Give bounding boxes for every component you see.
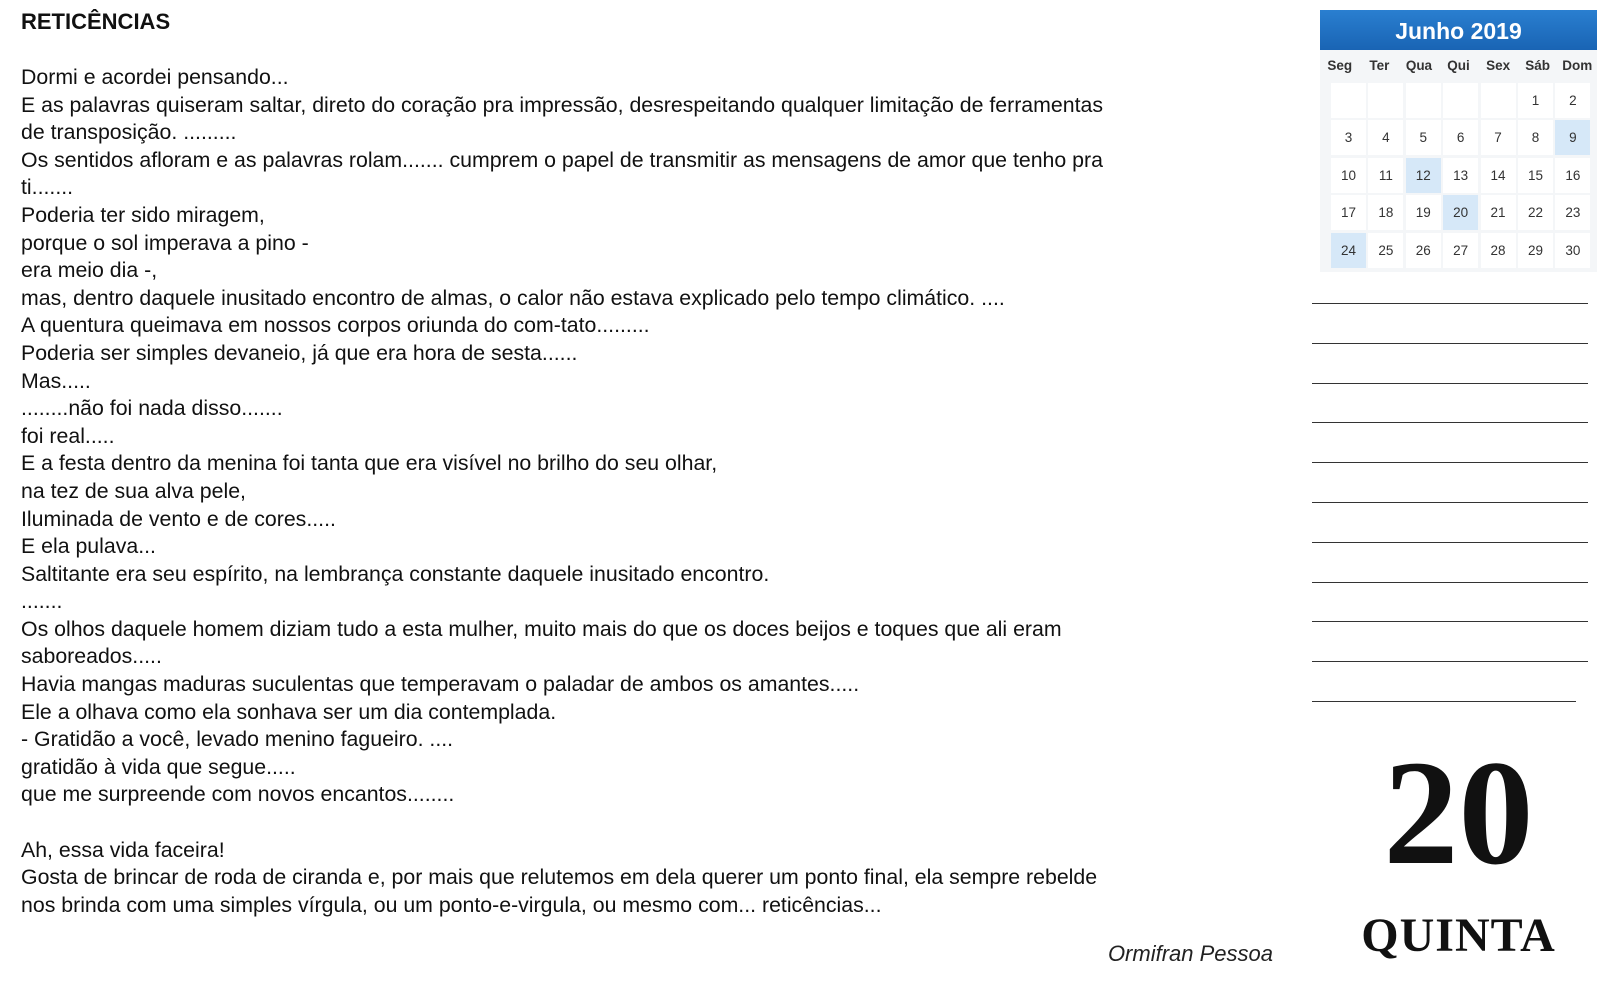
calendar-empty-cell	[1406, 83, 1441, 118]
calendar-day: 8	[1518, 120, 1553, 155]
calendar-day: 12	[1406, 158, 1441, 193]
poem-line: - Gratidão a você, levado menino fagueiro. ....	[21, 727, 454, 752]
calendar-day: 30	[1555, 233, 1590, 268]
poem-title: RETICÊNCIAS	[21, 9, 171, 34]
poem-line: foi real.....	[21, 423, 115, 448]
poem-line: era meio dia -,	[21, 258, 158, 283]
page-weekday: QUINTA	[1361, 909, 1556, 962]
note-line	[1312, 582, 1588, 583]
poem-line: E a festa dentro da menina foi tanta que era visível no brilho do seu olhar,	[21, 451, 718, 476]
poem-author: Ormifran Pessoa	[1107, 941, 1273, 966]
calendar-day: 11	[1368, 158, 1403, 193]
calendar-day: 29	[1518, 233, 1553, 268]
poem-line: Os olhos daquele homem diziam tudo a esta mulher, muito mais do que os doces beijos e toques que ali eram	[21, 616, 1062, 641]
calendar-day: 1	[1518, 83, 1553, 118]
calendar-empty-cell	[1368, 83, 1403, 118]
calendar-day: 15	[1518, 158, 1553, 193]
poem-column	[21, 8, 1273, 966]
poem-line: Gosta de brincar de roda de ciranda e, por mais que relutemos em dela querer um ponto final, ela sempre rebelde	[21, 865, 1098, 890]
calendar-day: 9	[1555, 120, 1590, 155]
note-line	[1312, 462, 1588, 463]
calendar-weekday-label: Qua	[1405, 57, 1433, 73]
poem-line: de transposição. .........	[21, 120, 237, 145]
calendar-day: 10	[1331, 158, 1366, 193]
note-line	[1312, 542, 1588, 543]
poem-line: porque o sol imperava a pino -	[21, 230, 309, 255]
note-line	[1312, 621, 1588, 622]
note-line	[1312, 383, 1588, 384]
calendar-day: 14	[1481, 158, 1516, 193]
calendar-day: 24	[1331, 233, 1366, 268]
calendar-day: 22	[1518, 195, 1553, 230]
calendar-month-title: Junho 2019	[1320, 10, 1597, 50]
calendar-weekday-label: Sáb	[1525, 57, 1551, 73]
calendar-day: 26	[1406, 233, 1441, 268]
poem-line: Poderia ser simples devaneio, já que era hora de sesta......	[21, 340, 578, 365]
poem-line: mas, dentro daquele inusitado encontro de almas, o calor não estava explicado pelo tempo climático. ....	[21, 285, 1005, 310]
calendar-day: 18	[1368, 195, 1403, 230]
poem-body	[21, 64, 1271, 919]
calendar-weekday-label: Ter	[1369, 57, 1390, 73]
note-line	[1312, 303, 1588, 304]
note-line	[1312, 343, 1588, 344]
note-line	[1312, 502, 1588, 503]
calendar-empty-cell	[1481, 83, 1516, 118]
poem-line	[21, 809, 1271, 837]
calendar-weekday-header	[1320, 50, 1597, 80]
poem-line: Ah, essa vida faceira!	[21, 837, 225, 862]
month-calendar	[1320, 10, 1597, 272]
poem-line: na tez de sua alva pele,	[21, 478, 246, 503]
calendar-day: 21	[1481, 195, 1516, 230]
calendar-day: 23	[1555, 195, 1590, 230]
note-line	[1312, 701, 1576, 702]
calendar-weekday-label: Qui	[1447, 57, 1470, 73]
calendar-day: 2	[1555, 83, 1590, 118]
poem-line: Poderia ter sido miragem,	[21, 202, 265, 227]
calendar-empty-cell	[1331, 83, 1366, 118]
calendar-weekday-label: Seg	[1327, 57, 1353, 73]
calendar-day: 28	[1481, 233, 1516, 268]
poem-line: ti.......	[21, 175, 74, 200]
poem-line: E ela pulava...	[21, 534, 156, 559]
calendar-day: 4	[1368, 120, 1403, 155]
calendar-day: 16	[1555, 158, 1590, 193]
poem-line: gratidão à vida que segue.....	[21, 754, 296, 779]
calendar-weekday-label: Dom	[1562, 57, 1593, 73]
poem-line: Os sentidos afloram e as palavras rolam....... cumprem o papel de transmitir as mensagens de amor que tenho pra	[21, 147, 1103, 172]
calendar-day: 20	[1443, 195, 1478, 230]
calendar-day: 19	[1406, 195, 1441, 230]
poem-line: nos brinda com uma simples vírgula, ou um ponto-e-virgula, ou mesmo com... reticências...	[21, 892, 882, 917]
calendar-day: 25	[1368, 233, 1403, 268]
poem-line: Iluminada de vento e de cores.....	[21, 506, 336, 531]
poem-line: Saltitante era seu espírito, na lembrança constante daquele inusitado encontro.	[21, 561, 770, 586]
calendar-day-grid	[1320, 80, 1597, 268]
calendar-day: 7	[1481, 120, 1516, 155]
poem-line: E as palavras quiseram saltar, direto do coração pra impressão, desrespeitando qualquer limitação de ferramentas	[21, 92, 1103, 117]
poem-line: Ele a olhava como ela sonhava ser um dia contemplada.	[21, 699, 557, 724]
poem-line: Havia mangas maduras suculentas que temperavam o paladar de ambos os amantes.....	[21, 672, 860, 697]
calendar-day: 3	[1331, 120, 1366, 155]
calendar-day: 27	[1443, 233, 1478, 268]
calendar-weekday-label: Sex	[1486, 57, 1511, 73]
calendar-empty-cell	[1443, 83, 1478, 118]
poem-line: saboreados.....	[21, 644, 162, 669]
note-line	[1312, 422, 1588, 423]
note-line	[1312, 661, 1588, 662]
poem-line: .......	[21, 589, 63, 614]
calendar-day: 17	[1331, 195, 1366, 230]
poem-line: ........não foi nada disso.......	[21, 396, 283, 421]
poem-line: Mas.....	[21, 368, 91, 393]
poem-line: Dormi e acordei pensando...	[21, 65, 289, 89]
calendar-day: 5	[1406, 120, 1441, 155]
poem-line: A quentura queimava em nossos corpos oriunda do com-tato.........	[21, 313, 650, 338]
calendar-day: 6	[1443, 120, 1478, 155]
poem-line: que me surpreende com novos encantos........	[21, 782, 455, 807]
page-day-number: 20	[1383, 730, 1534, 896]
calendar-day: 13	[1443, 158, 1478, 193]
